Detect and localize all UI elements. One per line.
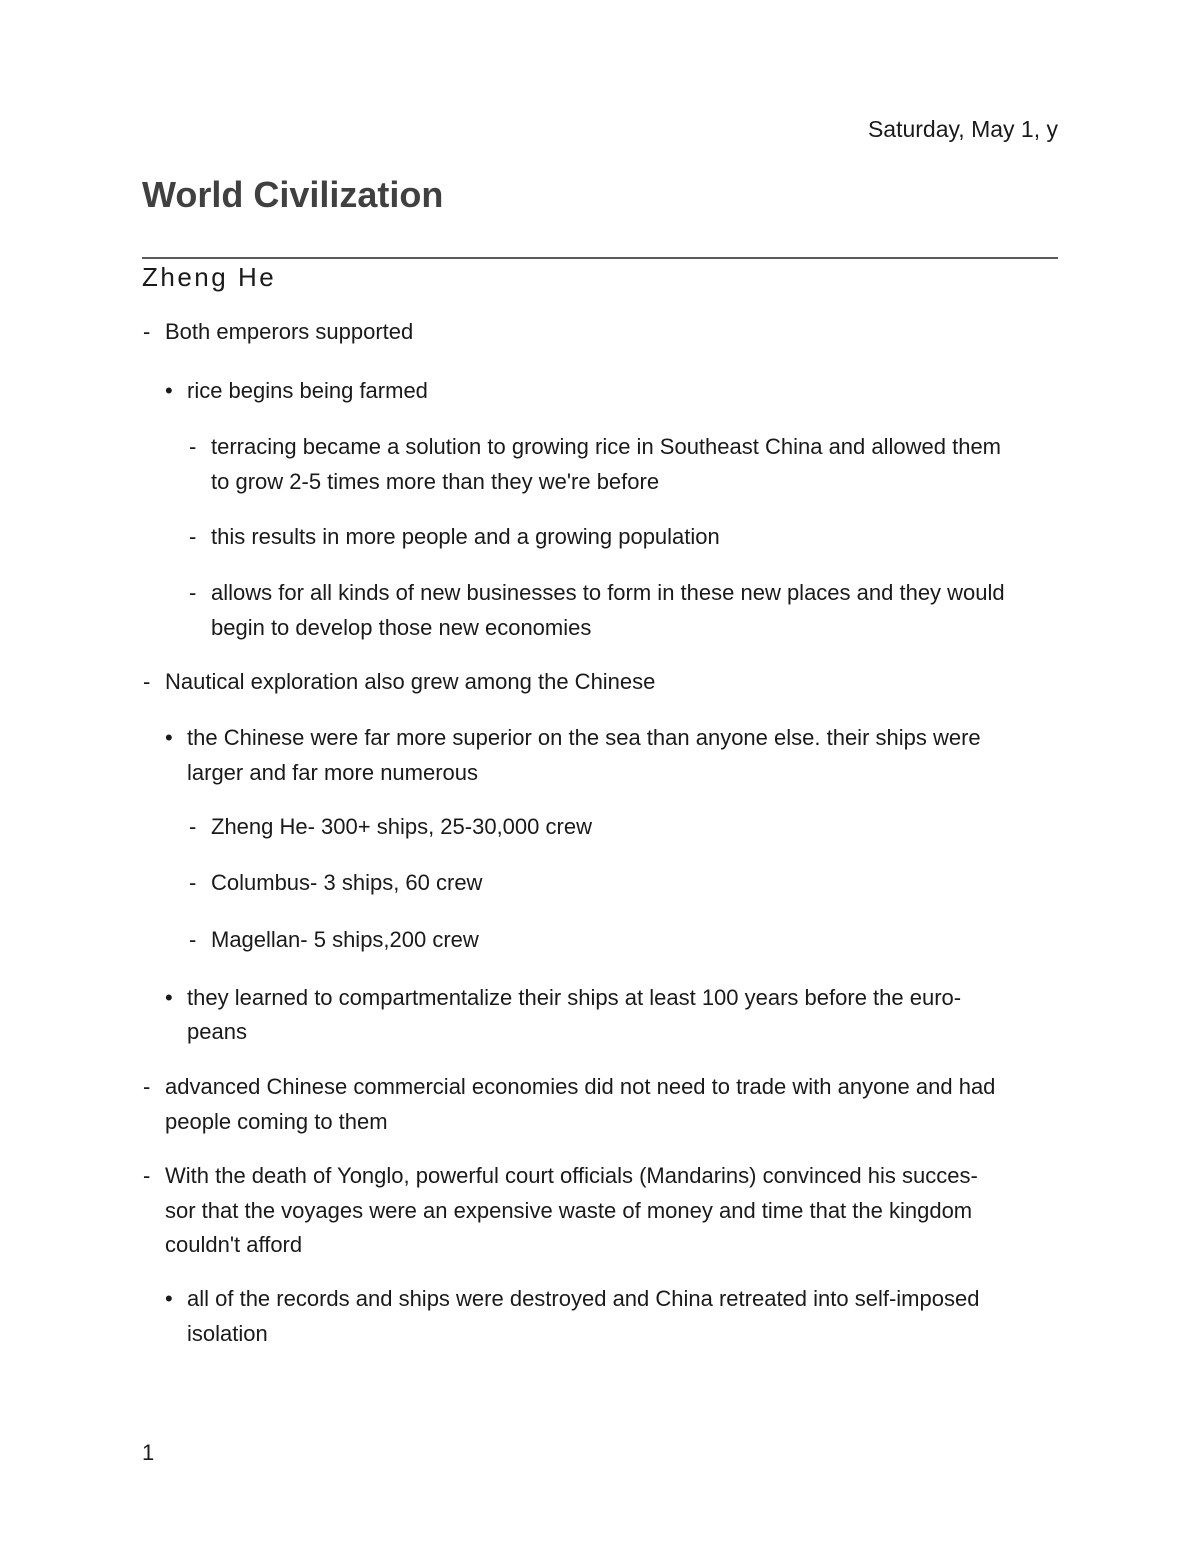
list-item: they learned to compartmentalize their ships at least 100 years before the euro- [187, 985, 962, 1010]
dash-marker: - [189, 814, 197, 839]
dash-marker: - [143, 669, 151, 694]
list-item: Nautical exploration also grew among the Chinese [165, 669, 656, 694]
document-title: World Civilization [142, 174, 444, 215]
list-item-continued: larger and far more numerous [187, 760, 479, 785]
list-item: the Chinese were far more superior on the sea than anyone else. their ships were [187, 725, 981, 750]
list-item: Both emperors supported [165, 319, 414, 344]
list-item-continued: peans [187, 1019, 247, 1044]
list-item: Columbus- 3 ships, 60 crew [211, 870, 483, 895]
list-item-continued: people coming to them [165, 1109, 388, 1134]
dash-marker: - [143, 1163, 151, 1188]
bullet-marker: • [165, 985, 173, 1010]
list-item-continued: couldn't afford [165, 1232, 303, 1257]
list-item: rice begins being farmed [187, 378, 428, 403]
list-item-continued: sor that the voyages were an expensive waste of money and time that the kingdom [165, 1198, 973, 1223]
list-item: this results in more people and a growing population [211, 524, 720, 549]
list-item: With the death of Yonglo, powerful court officials (Mandarins) convinced his succes- [165, 1163, 978, 1188]
list-item-continued: to grow 2-5 times more than they we're before [211, 469, 660, 494]
date-header: Saturday, May 1, y [867, 116, 1058, 142]
dash-marker: - [189, 524, 197, 549]
page-number: 1 [142, 1440, 155, 1465]
list-item: Magellan- 5 ships,200 crew [211, 927, 479, 952]
dash-marker: - [189, 434, 197, 459]
dash-marker: - [143, 1074, 151, 1099]
dash-marker: - [189, 870, 197, 895]
bullet-marker: • [165, 1286, 173, 1311]
section-heading: Zheng He [142, 262, 277, 292]
bullet-marker: • [165, 378, 173, 403]
list-item: terracing became a solution to growing rice in Southeast China and allowed them [211, 434, 1002, 459]
dash-marker: - [143, 319, 151, 344]
list-item: advanced Chinese commercial economies did not need to trade with anyone and had [165, 1074, 996, 1099]
list-item: allows for all kinds of new businesses to form in these new places and they would [211, 580, 1005, 605]
bullet-marker: • [165, 725, 173, 750]
list-item: Zheng He- 300+ ships, 25-30,000 crew [211, 814, 592, 839]
title-rule [142, 257, 1058, 259]
list-item-continued: isolation [187, 1321, 268, 1346]
list-item-continued: begin to develop those new economies [211, 615, 592, 640]
list-item: all of the records and ships were destroyed and China retreated into self-imposed [187, 1286, 980, 1311]
dash-marker: - [189, 580, 197, 605]
dash-marker: - [189, 927, 197, 952]
